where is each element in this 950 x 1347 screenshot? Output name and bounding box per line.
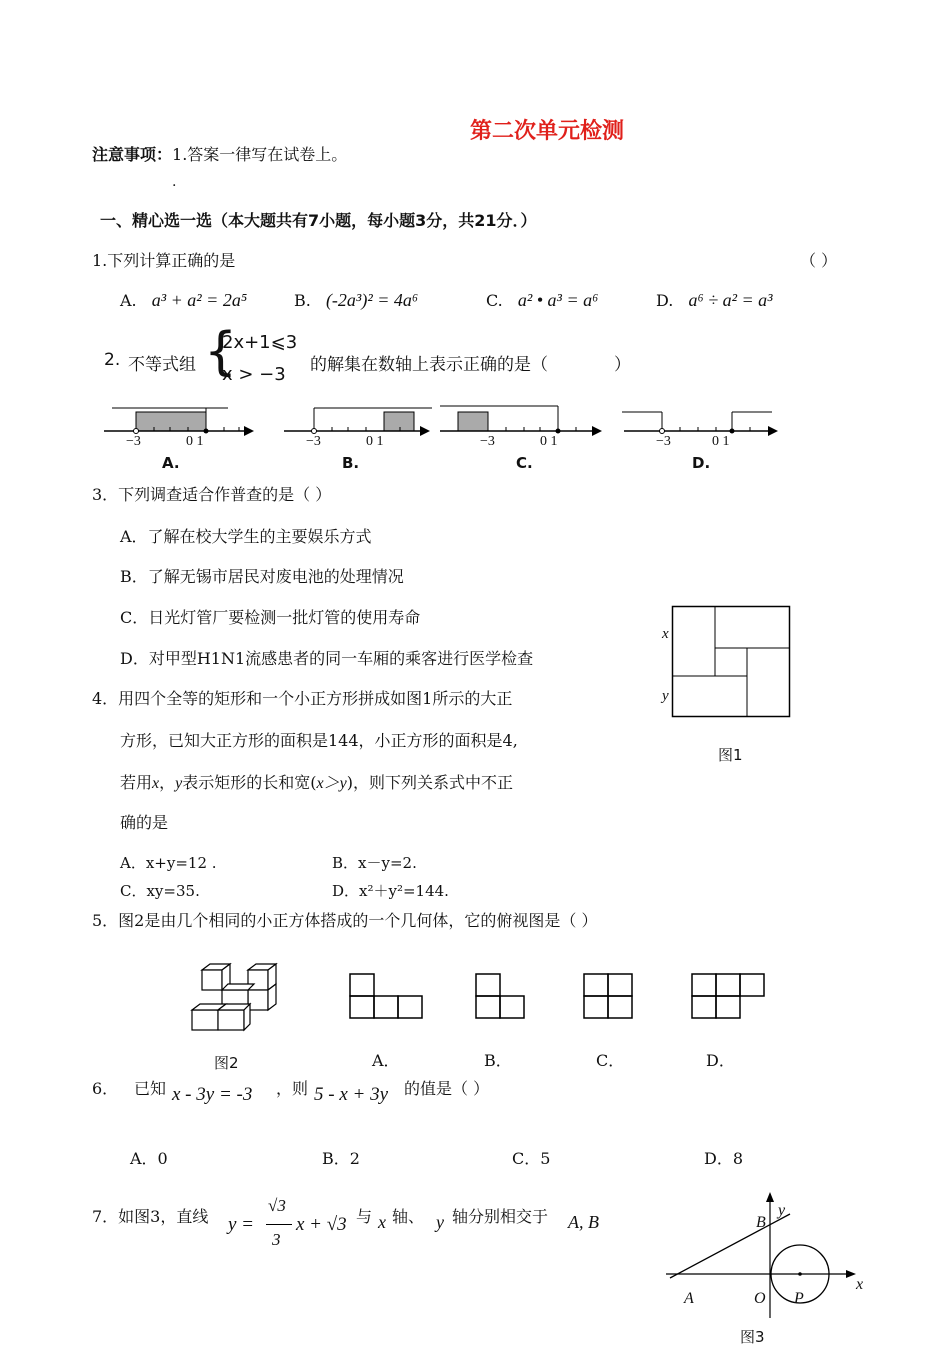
q4-line4: 确的是 <box>120 813 169 832</box>
q5-stem: 5．图2是由几个相同的小正方体搭成的一个几何体，它的俯视图是（ ） <box>92 911 598 930</box>
q6-cond: x - 3y = -3 <box>172 1084 253 1105</box>
fig1-x-label: x <box>662 626 669 642</box>
notice-label: 注意事项： <box>92 145 173 164</box>
q1-option-d <box>656 290 773 311</box>
q3-option-b: B．了解无锡市居民对废电池的处理情况 <box>120 567 404 586</box>
notice <box>92 142 347 165</box>
q5-option-d: D． <box>706 1051 735 1070</box>
option-letter: B. <box>342 454 360 472</box>
text: )，则下列关系式中不正 <box>346 773 513 792</box>
section-heading: 一、精心选一选（本大题共有7小题，每小题3分，共21分．） <box>100 211 537 230</box>
page-title: 第二次单元检测 <box>470 119 625 144</box>
option-expr: a³ + a² = 2a⁵ <box>151 290 248 310</box>
q7-mid1: 与 <box>356 1207 373 1226</box>
figure-1 <box>672 606 792 718</box>
figure-2-cubes <box>190 962 280 1032</box>
q5-option-b: B． <box>484 1051 512 1070</box>
q5-option-c: C． <box>596 1051 625 1070</box>
option-expr: a⁶ ÷ a² = a³ <box>688 290 773 310</box>
fig2-caption: 图2 <box>214 1054 239 1072</box>
tick-label: 0 1 <box>540 434 558 449</box>
q7-points: A, B <box>568 1212 599 1232</box>
q3-stem: 3．下列调查适合作普查的是（ ） <box>92 485 332 504</box>
q4-line1: 4．用四个全等的矩形和一个小正方形拼成如图1所示的大正 <box>92 689 513 708</box>
q7-y-eq: y = <box>228 1214 255 1235</box>
option-letter: C. <box>486 291 503 310</box>
q4-line2: 方形，已知大正方形的面积是144，小正方形的面积是4, <box>120 731 518 750</box>
tick-label: 0 1 <box>366 434 384 449</box>
q6-pre: 已知 <box>134 1079 167 1098</box>
fig3-label-y: y <box>778 1202 786 1219</box>
var-y: y <box>175 775 183 792</box>
option-letter: D. <box>692 454 711 472</box>
fig3-label-b: B <box>756 1214 766 1231</box>
fig3-label-p: P <box>794 1290 804 1307</box>
q3-option-d: D．对甲型H1N1流感患者的同一车厢的乘客进行医学检查 <box>120 649 534 668</box>
q2-suffix: 的解集在数轴上表示正确的是（ <box>310 355 548 375</box>
q5-option-c-figure <box>582 972 642 1022</box>
q3-option-c: C．日光灯管厂要检测一批灯管的使用寿命 <box>120 608 421 627</box>
q1-option-b <box>294 290 418 311</box>
q6-option-d: D．8 <box>704 1149 744 1168</box>
q7-x: x <box>378 1212 386 1232</box>
q2-brace: { <box>204 322 238 382</box>
q7-frac-den: 3 <box>272 1230 281 1249</box>
q4-option-b: B．x－y=2. <box>332 854 417 872</box>
tick-label: −3 <box>306 434 321 449</box>
option-letter: C. <box>516 454 533 472</box>
q2-close: ） <box>614 355 631 375</box>
option-letter: A. <box>162 454 180 472</box>
q1-stem: 1.下列计算正确的是 <box>92 251 236 270</box>
var-x: x <box>152 775 160 792</box>
tick-label: 0 1 <box>712 434 730 449</box>
q7-tail: x + √3 <box>296 1214 347 1235</box>
option-letter: A. <box>120 291 137 310</box>
notice-text: 1.答案一律写在试卷上。 <box>172 145 348 164</box>
q1-option-a <box>120 290 247 311</box>
q7-frac-bar <box>266 1224 292 1225</box>
text: 若用 <box>120 773 153 792</box>
q3-option-a: A．了解在校大学生的主要娱乐方式 <box>120 527 372 546</box>
fig3-label-o: O <box>754 1290 766 1307</box>
q6-num: 6． <box>92 1079 119 1098</box>
text: ， <box>159 773 176 792</box>
q4-option-a: A．x+y=12 . <box>120 854 217 872</box>
q5-option-b-figure <box>474 972 534 1022</box>
q6-post: 的值是（ ） <box>404 1079 490 1098</box>
q1-bracket: （ ） <box>800 251 838 270</box>
fig3-label-a: A <box>684 1290 694 1307</box>
tick-label: −3 <box>480 434 495 449</box>
fig1-y-label: y <box>662 688 669 704</box>
q6-mid: ，则 <box>276 1079 309 1098</box>
q2-num: 2. <box>104 350 121 370</box>
option-expr: (-2a³)² = 4a⁶ <box>325 290 419 310</box>
fig3-caption: 图3 <box>740 1328 765 1346</box>
dot-mark: . <box>172 174 177 190</box>
q5-option-d-figure <box>690 972 774 1022</box>
q6-option-b: B．2 <box>322 1149 360 1168</box>
q7-mid2: 轴、 <box>392 1207 425 1226</box>
q7-y: y <box>436 1212 444 1232</box>
q2-ineq1: 2x+1⩽3 <box>222 332 298 353</box>
q4-option-c: C．xy=35. <box>120 882 200 900</box>
q5-option-a: A． <box>372 1051 400 1070</box>
tick-label: 0 1 <box>186 434 204 449</box>
q6-option-c: C．5 <box>512 1149 551 1168</box>
q6-expr: 5 - x + 3y <box>314 1084 389 1105</box>
q4-line3 <box>120 770 513 793</box>
q7-frac-num: √3 <box>268 1196 286 1215</box>
tick-label: −3 <box>656 434 671 449</box>
fig1-caption: 图1 <box>718 746 743 764</box>
tick-label: −3 <box>126 434 141 449</box>
fig3-label-x: x <box>856 1276 864 1293</box>
q7-mid3: 轴分别相交于 <box>452 1207 549 1226</box>
q6-option-a: A．0 <box>130 1149 168 1168</box>
option-letter: D. <box>656 291 674 310</box>
q7-pre: 7．如图3，直线 <box>92 1207 209 1226</box>
option-letter: B. <box>294 291 311 310</box>
q5-option-a-figure <box>348 972 428 1022</box>
q2-prefix: 不等式组 <box>128 355 196 375</box>
option-expr: a² • a³ = a⁶ <box>517 290 599 310</box>
q4-option-d: D．x²＋y²=144. <box>332 882 449 900</box>
q2-ineq2: x > −3 <box>222 364 286 385</box>
text: 表示矩形的长和宽( <box>182 773 317 792</box>
q1-option-c <box>486 290 598 311</box>
relation: x＞y <box>316 775 347 792</box>
